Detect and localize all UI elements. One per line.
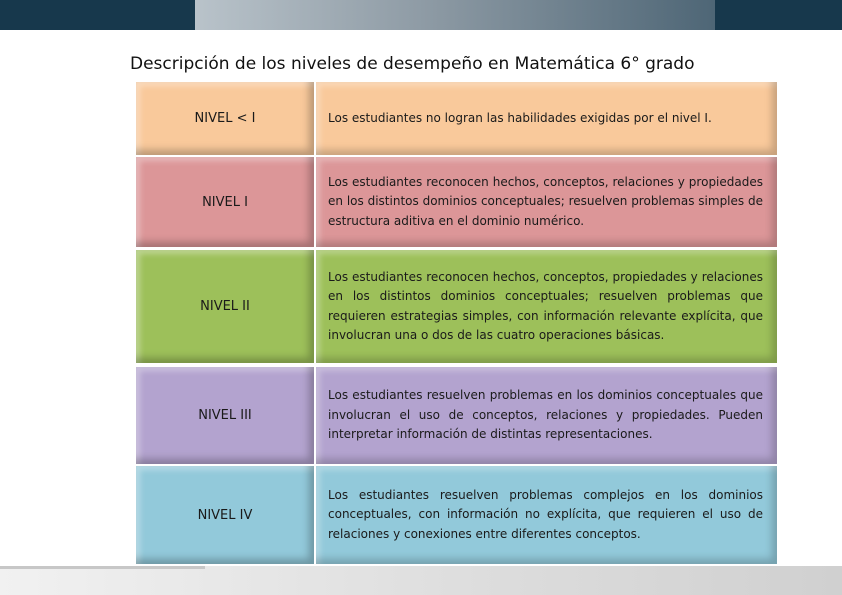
header-gradient-band [195, 0, 715, 30]
level-label: NIVEL IV [136, 466, 314, 564]
footer-band [0, 566, 842, 595]
page-title: Descripción de los niveles de desempeño en Matemática 6° grado [130, 54, 695, 74]
level-description: Los estudiantes reconocen hechos, conceptos, relaciones y propiedades en los distintos dominios conceptuales; resuelven problemas simples de estructura aditiva en el dominio numérico. [316, 157, 777, 247]
header-dark-block-right [715, 0, 842, 30]
level-label: NIVEL < I [136, 82, 314, 155]
level-row [136, 367, 777, 464]
header-banner [0, 0, 842, 30]
level-label: NIVEL II [136, 250, 314, 363]
level-label: NIVEL III [136, 367, 314, 464]
level-row [136, 157, 777, 247]
level-description: Los estudiantes reconocen hechos, conceptos, propiedades y relaciones en los distintos dominios conceptuales; resuelven problemas que requieren estrategias simples, con información relevante explícita, que involucran una o dos de las cuatro operaciones básicas. [316, 250, 777, 363]
level-label: NIVEL I [136, 157, 314, 247]
level-row [136, 250, 777, 363]
level-row [136, 82, 777, 155]
level-description: Los estudiantes resuelven problemas en los dominios conceptuales que involucran el uso de conceptos, relaciones y propiedades. Pueden interpretar información de distintas representaciones. [316, 367, 777, 464]
header-dark-block-left [0, 0, 195, 30]
level-row [136, 466, 777, 564]
footer-accent [0, 566, 205, 569]
level-description: Los estudiantes no logran las habilidades exigidas por el nivel I. [316, 82, 777, 155]
level-description: Los estudiantes resuelven problemas complejos en los dominios conceptuales, con información no explícita, que requieren el uso de relaciones y conexiones entre diferentes conceptos. [316, 466, 777, 564]
